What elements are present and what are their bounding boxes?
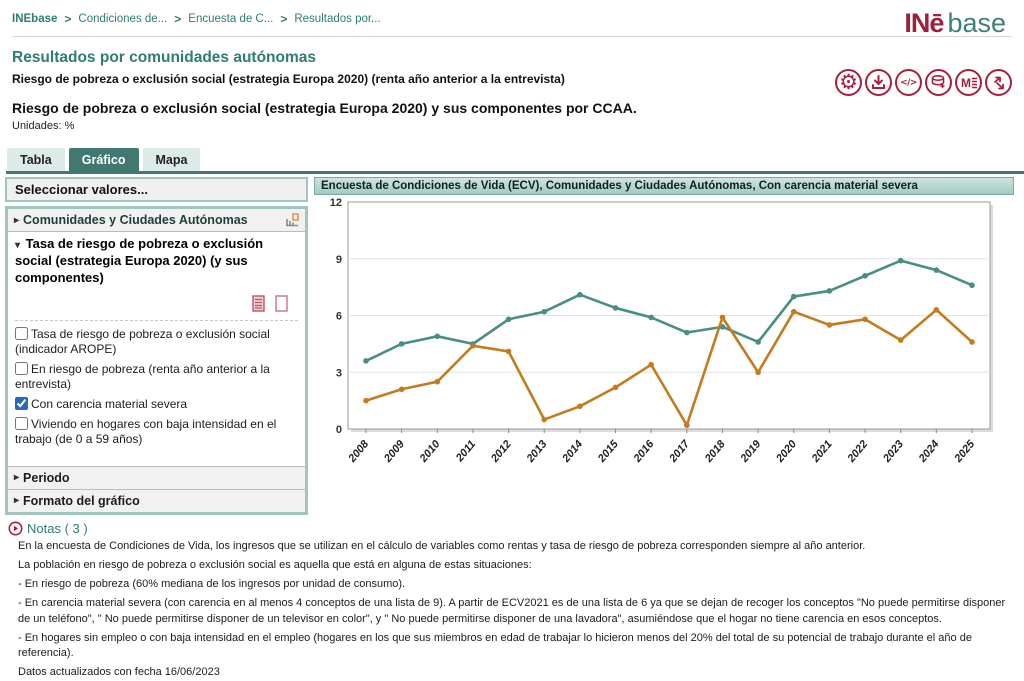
chart-area — [314, 195, 1014, 483]
top-bar — [0, 0, 1024, 37]
select-values-header: Seleccionar valores... — [5, 177, 308, 202]
inebase-logo[interactable] — [904, 10, 1006, 37]
deselect-all-icon[interactable] — [275, 295, 288, 312]
dashed-divider — [15, 320, 298, 321]
checkbox-carencia-severa-label: Con carencia material severa — [31, 397, 188, 412]
checkbox-baja-intensidad[interactable] — [15, 417, 28, 430]
share-button[interactable] — [985, 69, 1012, 96]
svg-text:2010: 2010 — [417, 438, 443, 465]
tab-mapa[interactable]: Mapa — [143, 148, 201, 171]
section-ccaa-label: Comunidades y Ciudades Autónomas — [23, 213, 248, 227]
download-icon — [870, 74, 887, 91]
chevron-down-icon: ▾ — [15, 240, 21, 251]
tab-tabla[interactable]: Tabla — [7, 148, 65, 171]
metadata-button[interactable] — [955, 69, 982, 96]
breadcrumb-separator-icon: > — [174, 12, 182, 26]
play-circle-icon — [8, 521, 23, 536]
checkbox-row-baja-intensidad — [15, 417, 298, 448]
svg-text:2024: 2024 — [916, 438, 942, 465]
chart-panel — [314, 177, 1014, 483]
svg-text:0: 0 — [335, 424, 342, 436]
notes-section — [0, 515, 1024, 681]
table-title: Riesgo de pobreza o exclusión social (estrategia Europa 2020) y sus componentes por CCAA. — [12, 100, 637, 116]
page-headings — [0, 37, 1024, 132]
database-icon — [930, 74, 947, 91]
chevron-right-icon: ▸ — [14, 495, 20, 507]
svg-text:2021: 2021 — [809, 438, 835, 465]
export-toolbar — [835, 69, 1012, 96]
logo-ine-text: INē — [904, 8, 944, 38]
breadcrumb-resultados[interactable]: Resultados por... — [294, 13, 381, 25]
svg-text:2008: 2008 — [346, 438, 372, 465]
chart-title: Encuesta de Condiciones de Vida (ECV), Comunidades y Ciudades Autónomas, Con carencia material severa — [314, 177, 1014, 195]
tab-grafico[interactable]: Gráfico — [69, 148, 139, 171]
checkbox-arope-label: Tasa de riesgo de pobreza o exclusión social (indicador AROPE) — [15, 326, 270, 357]
svg-text:2025: 2025 — [952, 438, 978, 465]
notes-toggle[interactable] — [8, 521, 1012, 536]
note-line: En la encuesta de Condiciones de Vida, los ingresos que se utilizan en el cálculo de variables como rentas y tasa de riesgo de pobreza corresponden siempre al año anterior. — [18, 539, 866, 552]
units-label: Unidades: % — [12, 120, 75, 132]
section-rate-header[interactable] — [15, 236, 298, 287]
breadcrumb-inebase[interactable]: INEbase — [12, 13, 58, 25]
svg-text:2023: 2023 — [881, 438, 907, 465]
embed-code-button[interactable] — [895, 69, 922, 96]
checkbox-riesgo-pobreza[interactable] — [15, 362, 28, 375]
selection-tools — [15, 287, 298, 316]
gear-icon: ⚙ — [839, 70, 858, 94]
note-line: - En riesgo de pobreza (60% mediana de los ingresos por unidad de consumo). — [18, 577, 406, 590]
chevron-right-icon: ▸ — [14, 214, 20, 226]
svg-text:2017: 2017 — [667, 438, 693, 465]
svg-text:2016: 2016 — [631, 438, 657, 465]
checkbox-baja-intensidad-label: Viviendo en hogares con baja intensidad en el trabajo (de 0 a 59 años) — [15, 416, 277, 447]
section-periodo[interactable] — [8, 466, 305, 489]
notes-label: Notas ( 3 ) — [27, 520, 88, 536]
svg-text:2012: 2012 — [488, 438, 514, 465]
section-rate-label: Tasa de riesgo de pobreza o exclusión social (estrategia Europa 2020) (y sus componentes) — [15, 236, 264, 285]
section-ccaa[interactable] — [8, 209, 305, 232]
checkbox-arope[interactable] — [15, 327, 28, 340]
checkbox-carencia-severa[interactable] — [15, 397, 28, 410]
svg-text:12: 12 — [329, 197, 342, 209]
checkbox-riesgo-pobreza-label: En riesgo de pobreza (renta año anterior a la entrevista) — [15, 361, 270, 392]
svg-text:2013: 2013 — [524, 438, 550, 465]
section-rate — [8, 232, 305, 466]
page-title: Resultados por comunidades autónomas — [12, 49, 317, 66]
checkbox-row-carencia — [15, 397, 298, 413]
svg-text:2022: 2022 — [845, 438, 871, 465]
section-periodo-label: Periodo — [23, 470, 70, 485]
section-formato[interactable] — [8, 489, 305, 512]
svg-text:2015: 2015 — [595, 438, 621, 465]
pivot-chart-icon[interactable] — [285, 213, 299, 227]
download-button[interactable] — [865, 69, 892, 96]
breadcrumb-condiciones[interactable]: Condiciones de... — [78, 13, 168, 25]
breadcrumb-encuesta[interactable]: Encuesta de C... — [188, 13, 274, 25]
note-line: La población en riesgo de pobreza o exclusión social es aquella que está en alguna de estas situaciones: — [18, 558, 532, 571]
svg-text:2009: 2009 — [382, 438, 407, 465]
share-icon — [990, 74, 1007, 91]
svg-text:3: 3 — [335, 367, 342, 380]
note-line: - En carencia material severa (con carencia en al menos 4 conceptos de una lista de 9). A partir de ECV2021 es de una lista de 6 ya que se dejan de recoger los conceptos "No puede permitirse disponer de un teléfono", " No puede permitirse disponer de un televisor en color", y " No puede permitirse disponer de una lavadora", asumiéndose que el hogar no tiene carencia en esos conceptos. — [18, 596, 1006, 625]
logo-base-text: base — [947, 8, 1006, 38]
chevron-right-icon: ▸ — [14, 472, 20, 484]
checkbox-row-arope — [15, 327, 298, 358]
page-subtitle: Riesgo de pobreza o exclusión social (estrategia Europa 2020) (renta año anterior a la entrevista) — [12, 72, 565, 86]
svg-text:6: 6 — [335, 310, 342, 323]
note-line: - En hogares sin empleo o con baja intensidad en el empleo (hogares en los que sus miembros en edad de trabajar lo hicieron menos del 20% del total de su potencial de trabajo durante el año de referencia). — [18, 631, 972, 660]
breadcrumb-separator-icon: > — [280, 12, 288, 26]
settings-button[interactable] — [835, 69, 862, 96]
svg-text:2019: 2019 — [738, 438, 764, 465]
database-button[interactable] — [925, 69, 952, 96]
main-content — [5, 177, 1014, 515]
metadata-icon — [960, 74, 978, 91]
svg-text:2011: 2011 — [453, 438, 479, 465]
section-formato-label: Formato del gráfico — [23, 493, 140, 508]
code-icon: </> — [900, 77, 917, 88]
note-line: Datos actualizados con fecha 16/06/2023 — [18, 666, 220, 679]
checkbox-row-riesgo — [15, 362, 298, 393]
svg-text:2014: 2014 — [560, 438, 586, 465]
breadcrumb — [12, 12, 1012, 26]
svg-text:2020: 2020 — [774, 438, 800, 465]
selection-group — [5, 206, 308, 515]
svg-text:2018: 2018 — [702, 438, 728, 465]
breadcrumb-separator-icon: > — [64, 12, 72, 26]
selection-sidebar — [5, 177, 308, 515]
select-all-icon[interactable] — [252, 295, 265, 312]
line-chart[interactable] — [314, 195, 1014, 483]
view-tabs — [6, 148, 1024, 174]
svg-text:9: 9 — [335, 253, 342, 266]
svg-text:M: M — [960, 76, 971, 90]
